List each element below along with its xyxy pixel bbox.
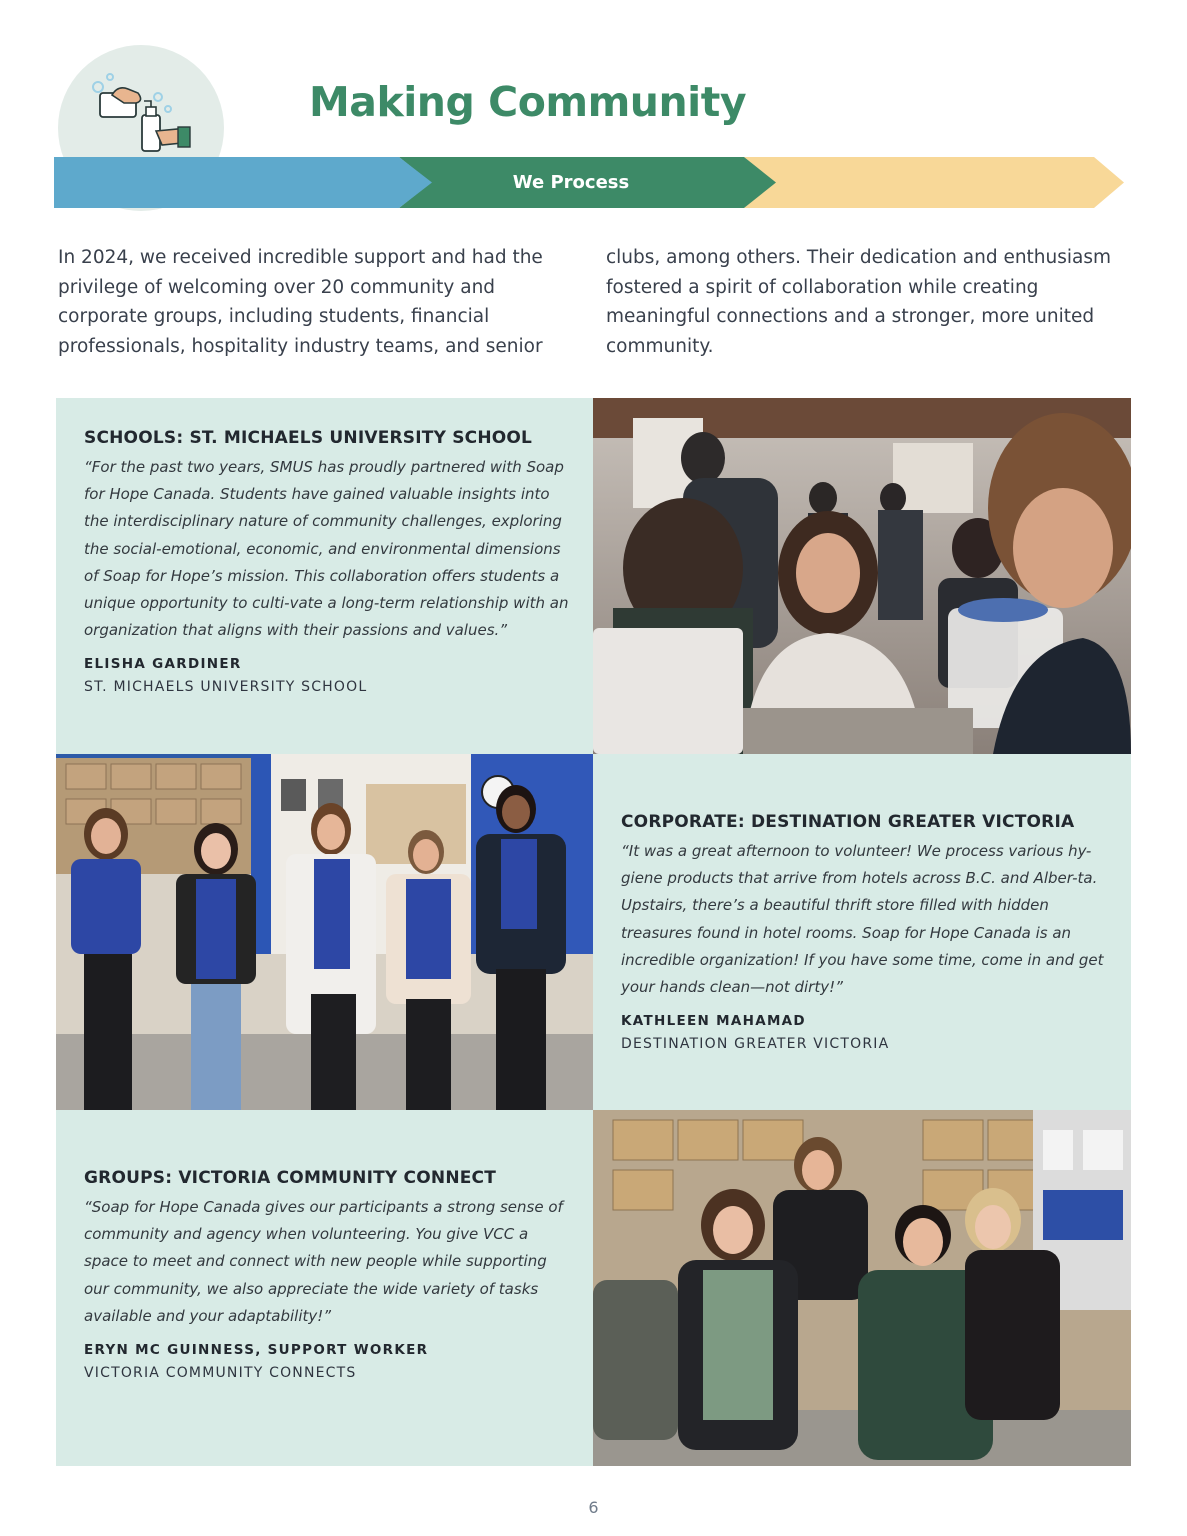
intro-text-right: clubs, among others. Their dedication and enthusiasm fostered a spirit of collaboration while creating meaningful connections and a stronger, more united community. — [606, 247, 1112, 357]
testimonial-quote: “Soap for Hope Canada gives our participants a strong sense of community and agency when volunteering. You give VCC a space to meet and connect with new people while supporting our community, we also appreciate the wide variety of tasks available and your adaptability!” — [84, 1198, 563, 1325]
students-sorting-soap-photo — [593, 398, 1131, 754]
section-heading: GROUPS: VICTORIA COMMUNITY CONNECT — [84, 1168, 497, 1188]
banner-label: We Process — [512, 172, 630, 193]
testimonial-quote: “For the past two years, SMUS has proudly partnered with Soap for Hope Canada. Students have gained valuable insights into the interdisciplinary nature of community challenges, exploring the social-emotional, economic, and environmental dimensions of Soap for Hope’s mission. This collaboration offers students a unique opportunity to culti-vate a long-term relationship with an organization that aligns with their passions and values.” — [84, 458, 569, 640]
schools-testimonial-card — [56, 398, 594, 754]
attribution-org: VICTORIA COMMUNITY CONNECTS — [84, 1365, 357, 1382]
intro-text-left: In 2024, we received incredible support and had the privilege of welcoming over 20 community and corporate groups, including students, financial professionals, hospitality industry teams, and senior — [58, 247, 543, 357]
volunteers-in-warehouse-photo — [56, 754, 594, 1110]
attribution-name: KATHLEEN MAHAMAD — [621, 1013, 806, 1030]
page-title: Making Community — [309, 78, 747, 126]
attribution-name: ERYN MC GUINNESS, SUPPORT WORKER — [84, 1342, 429, 1359]
groups-testimonial-card — [56, 1110, 594, 1466]
page-number: 6 — [588, 1498, 599, 1517]
section-heading: CORPORATE: DESTINATION GREATER VICTORIA — [621, 812, 1075, 832]
community-group-photo — [593, 1110, 1131, 1466]
attribution-org: DESTINATION GREATER VICTORIA — [621, 1036, 890, 1053]
attribution-org: ST. MICHAELS UNIVERSITY SCHOOL — [84, 679, 368, 696]
corporate-testimonial-card — [593, 754, 1131, 1110]
testimonial-quote: “It was a great afternoon to volunteer! We process various hy-giene products that arrive from hotels across B.C. and Alber-ta. Upstairs, there’s a beautiful thrift store filled with hidden treasures found in hotel rooms. Soap for Hope Canada is an incredible organization! If you have some time, come in and get your hands clean—not dirty!” — [621, 842, 1104, 997]
section-heading: SCHOOLS: ST. MICHAELS UNIVERSITY SCHOOL — [84, 428, 533, 448]
attribution-name: ELISHA GARDINER — [84, 656, 242, 673]
